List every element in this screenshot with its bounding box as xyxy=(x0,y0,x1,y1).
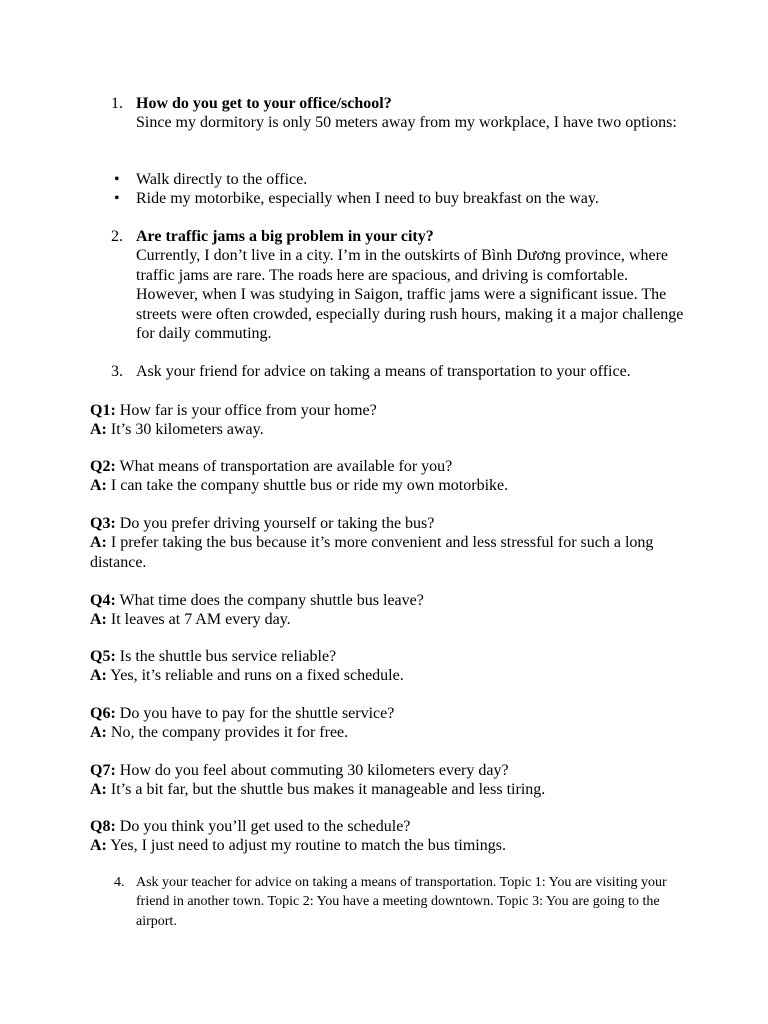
qa-block xyxy=(90,514,690,572)
answer-text: Yes, I just need to adjust my routine to match the bus timings. xyxy=(110,837,506,855)
answer-label: A: xyxy=(90,781,107,799)
qa-block xyxy=(90,817,690,856)
question-text: Do you think you’ll get used to the schedule? xyxy=(119,818,411,835)
qa-block xyxy=(90,591,690,630)
numbered-item-4 xyxy=(114,873,676,931)
bullet-item xyxy=(114,170,308,189)
answer-text: No, the company provides it for free. xyxy=(110,724,349,742)
bullet-icon: • xyxy=(114,190,120,207)
item-number: 3. xyxy=(111,363,123,380)
qa-block xyxy=(90,647,690,686)
question-text: Do you have to pay for the shuttle service? xyxy=(119,705,395,722)
answer-text: It’s 30 kilometers away. xyxy=(110,421,264,439)
question-label: Q2: xyxy=(90,458,116,475)
bullet-text: Walk directly to the office. xyxy=(136,171,308,188)
qa-block xyxy=(90,457,690,496)
item-number: 2. xyxy=(111,228,123,245)
bullet-text: Ride my motorbike, especially when I need to buy breakfast on the way. xyxy=(136,190,599,207)
bullet-icon: • xyxy=(114,171,120,188)
item-answer-paragraph: Currently, I don’t live in a city. I’m in the outskirts of Bình Dương province, where traffic jams are rare. The roads here are spacious, and driving is comfortable. xyxy=(136,247,668,284)
answer-text: Yes, it’s reliable and runs on a fixed schedule. xyxy=(110,667,404,685)
answer-label: A: xyxy=(90,724,107,742)
numbered-item-2 xyxy=(111,227,686,343)
question-text: What time does the company shuttle bus leave? xyxy=(119,592,424,609)
item-text: Ask your teacher for advice on taking a means of transportation. Topic 1: You are visiting your friend in another town. Topic 2: You have a meeting downtown. Topic 3: You are going to the airport. xyxy=(136,875,667,929)
answer-label: A: xyxy=(90,611,107,629)
answer-label: A: xyxy=(90,477,107,495)
question-text: What means of transportation are available for you? xyxy=(119,458,453,475)
question-label: Q3: xyxy=(90,515,116,532)
answer-text: It leaves at 7 AM every day. xyxy=(110,611,291,629)
item-number: 1. xyxy=(111,95,123,112)
question-text: How far is your office from your home? xyxy=(119,402,377,419)
answer-label: A: xyxy=(90,534,107,552)
item-question: Are traffic jams a big problem in your city? xyxy=(136,228,434,245)
answer-text: I can take the company shuttle bus or ride my own motorbike. xyxy=(110,477,509,495)
item-answer-paragraph: However, when I was studying in Saigon, traffic jams were a significant issue. The streets were often crowded, especially during rush hours, making it a major challenge for daily commuting. xyxy=(136,286,684,343)
qa-block xyxy=(90,401,690,440)
item-answer: Since my dormitory is only 50 meters away from my workplace, I have two options: xyxy=(136,114,677,132)
item-number: 4. xyxy=(114,875,125,890)
question-label: Q1: xyxy=(90,402,116,419)
bullet-item xyxy=(114,189,599,208)
item-question: How do you get to your office/school? xyxy=(136,95,392,112)
question-text: How do you feel about commuting 30 kilometers every day? xyxy=(119,762,509,779)
answer-text: I prefer taking the bus because it’s more convenient and less stressful for such a long distance. xyxy=(90,534,654,571)
answer-label: A: xyxy=(90,837,107,855)
question-label: Q8: xyxy=(90,818,116,835)
question-text: Is the shuttle bus service reliable? xyxy=(119,648,337,665)
question-label: Q7: xyxy=(90,762,116,779)
qa-block xyxy=(90,704,690,743)
numbered-item-3 xyxy=(111,362,686,381)
answer-label: A: xyxy=(90,421,107,439)
answer-text: It’s a bit far, but the shuttle bus makes it manageable and less tiring. xyxy=(110,781,546,799)
answer-label: A: xyxy=(90,667,107,685)
item-text: Ask your friend for advice on taking a means of transportation to your office. xyxy=(136,363,631,380)
numbered-item-1 xyxy=(111,94,686,133)
question-label: Q5: xyxy=(90,648,116,665)
question-label: Q4: xyxy=(90,592,116,609)
qa-block xyxy=(90,761,690,800)
question-text: Do you prefer driving yourself or taking the bus? xyxy=(119,515,435,532)
question-label: Q6: xyxy=(90,705,116,722)
